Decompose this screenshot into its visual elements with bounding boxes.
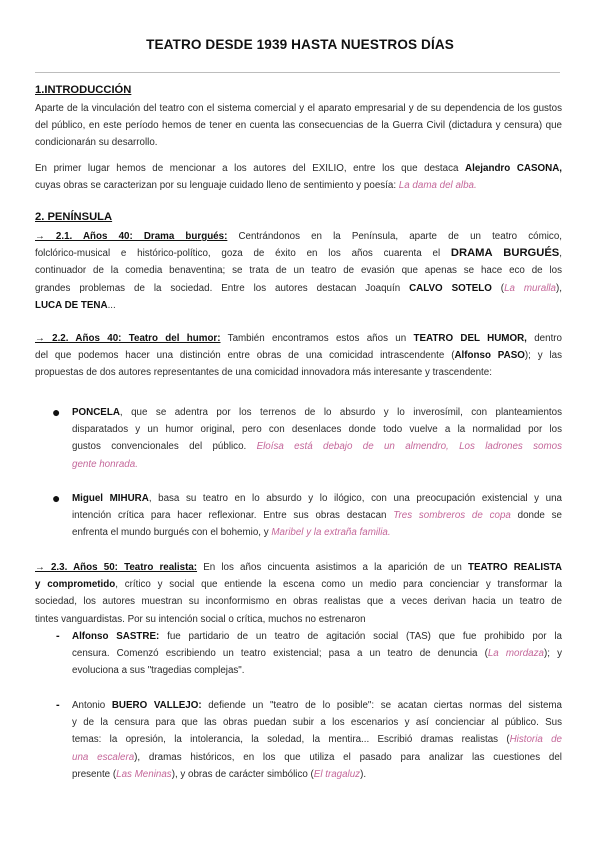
text-line: presente ( (72, 768, 117, 780)
casona-text: cuyas obras se caracterizan por su lenguaje cuidado lleno de sentimiento y poesía: (35, 180, 399, 192)
luca-de-tena-name: LUCA DE TENA (35, 299, 108, 311)
text-line: ... (107, 299, 116, 311)
dash-marker: - (56, 630, 60, 642)
text-line: defiende un "teatro de lo posible": se acatan ciertas normas del sistema (201, 700, 562, 711)
teatro-realista-paragraph (35, 559, 562, 628)
work-las-meninas: Las Meninas (116, 768, 172, 780)
section-2-heading (35, 209, 112, 226)
text-line: disparatados y un humor original, pero con desenlaces donde todo vuelve a la normalidad por los (72, 424, 562, 436)
subheading-drama-burgues: → 2.1. Años 40: Drama burgués: (35, 231, 228, 242)
text-line: , (559, 248, 562, 260)
work-la-mordaza: La mordaza (487, 648, 544, 660)
poncela-item (72, 404, 562, 473)
work-maribel: Maribel y la extraña familia. (271, 527, 391, 539)
text-line: gustos convencionales del público. (72, 441, 257, 453)
exilio-paragraph (35, 160, 562, 194)
text-line: sociedad, los autores muestran su inconformismo en obras realistas que a veces derivan hacia un teatro de (35, 596, 562, 608)
buero-vallejo-item (72, 697, 562, 783)
text-line: , basa su teatro en lo absurdo y lo ilógico, con una preocupación existencial y una (148, 493, 562, 504)
drama-burgues-paragraph (35, 228, 562, 314)
buero-vallejo-name: BUERO VALLEJO: (111, 700, 202, 711)
work-una-escalera: una escalera (72, 751, 135, 763)
subheading-teatro-humor: → 2.2. Años 40: Teatro del humor: (35, 333, 221, 344)
text-line: donde se (510, 510, 562, 522)
casona-name: Alejandro CASONA, (465, 163, 562, 174)
text-line: En los años cincuenta asistimos a la aparición de un (197, 562, 469, 573)
text-line: ); y las (524, 350, 562, 362)
text-line: intención crítica para hacer reflexionar. Entre sus obras destacan (72, 510, 394, 522)
text-line: grandes problemas de la sociedad. Entre los autores destacan Joaquín (35, 282, 410, 294)
text-line: del que podemos hacer una distinción entre obras de una comicidad intrascendente ( (35, 350, 455, 362)
mihura-name: Miguel MIHURA (72, 493, 149, 504)
text-line: y de la censura para que las obras puedan subir a los escenarios y así concienciar al público. Sus (72, 717, 562, 729)
poncela-name: PONCELA (72, 407, 120, 418)
exilio-text: En primer lugar hemos de mencionar a los autores del EXILIO, entre los que destaca (35, 163, 466, 174)
text-line: , crítico y social que entiende la escena como un medio para concienciar y transformar la (115, 579, 562, 591)
alfonso-paso-name: Alfonso PASO (454, 350, 525, 362)
text-line: evoluciona a sus "tragedias complejas". (72, 665, 245, 677)
work-eloisa-ladrones: Eloísa está debajo de un almendro, Los ladrones somos (256, 441, 562, 453)
text-line: Antonio (72, 700, 112, 711)
text-line: propuestas de dos autores representantes de una comicidad innovadora más interesante y trascendente: (35, 367, 492, 379)
teatro-del-humor-term: TEATRO DEL HUMOR, (413, 333, 527, 344)
text-line: tintes vanguardistas. Por su intención social o crítica, muchos no estrenaron (35, 613, 366, 625)
text-line: enfrenta el mundo burgués con el bohemio, y (72, 527, 272, 539)
text-line: ). (360, 768, 367, 780)
text-line: dentro (526, 333, 562, 344)
text-line: También encontramos estos años un (220, 333, 414, 344)
page-title: TEATRO DESDE 1939 HASTA NUESTROS DÍAS (146, 37, 454, 52)
teatro-realista-term: TEATRO REALISTA (468, 562, 562, 573)
text-line: fue partidario de un teatro de agitación social (TAS) que fue prohibido por la (159, 631, 563, 642)
work-la-dama-del-alba: La dama del alba. (398, 180, 477, 192)
bullet-icon: ● (52, 490, 61, 506)
sastre-name: Alfonso SASTRE: (72, 631, 160, 642)
text-line: temas: la opresión, la intolerancia, la soledad, la mentira... Escribió dramas realistas ( (72, 734, 510, 746)
work-la-muralla: La muralla (504, 282, 557, 294)
sastre-item (72, 628, 562, 680)
mihura-item (72, 490, 562, 542)
heading-introduccion: 1.INTRODUCCIÓN (35, 84, 132, 96)
work-gente-honrada: gente honrada. (72, 458, 138, 470)
text-line: ), dramas históricos, en los que utiliza el pasado para analizar las cuestiones del (134, 751, 562, 763)
text-line: ), (556, 282, 562, 294)
work-el-tragaluz: El tragaluz (313, 768, 361, 780)
drama-burgues-term: DRAMA BURGUÉS (450, 247, 560, 260)
text-line: continuador de la comedia benaventina; se trata de un teatro de evasión que apenas se hace eco de los (35, 265, 562, 277)
text-line: censura. Comenzó escribiendo un teatro existencial; pasa a un teatro de denuncia ( (72, 648, 488, 660)
title-divider (35, 72, 560, 73)
dash-marker: - (56, 699, 60, 711)
work-historia-escalera: Historia de (509, 734, 563, 746)
text-line: folclórico-musical e histórico-político, goza de éxito en los años cuarenta el (35, 248, 451, 260)
section-1-heading (35, 82, 131, 99)
text-line: ); y (543, 648, 562, 660)
work-tres-sombreros: Tres sombreros de copa (393, 510, 511, 522)
subheading-teatro-realista: → 2.3. Años 50: Teatro realista: (35, 562, 198, 573)
text-line: ), y obras de carácter simbólico ( (171, 768, 314, 780)
text-line: ( (491, 282, 505, 294)
intro-paragraph: Aparte de la vinculación del teatro con el sistema comercial y el aparato empresarial y de su dependencia de los gustos del público, en este período hemos de tener en cuenta las consecuencias de la Guerra Civil (dictadura y censura) que condicionarán su desarrollo. (35, 103, 562, 149)
comprometido-term: y comprometido (35, 579, 116, 591)
text-line: Centrándonos en la Península, aparte de un teatro cómico, (227, 231, 562, 242)
heading-peninsula: 2. PENÍNSULA (35, 211, 113, 223)
text-line: , que se adentra por los terrenos de lo absurdo y lo inverosímil, con planteamientos (119, 407, 562, 418)
teatro-humor-paragraph (35, 330, 562, 382)
calvo-sotelo-name: CALVO SOTELO (409, 282, 492, 294)
bullet-icon: ● (52, 404, 61, 420)
